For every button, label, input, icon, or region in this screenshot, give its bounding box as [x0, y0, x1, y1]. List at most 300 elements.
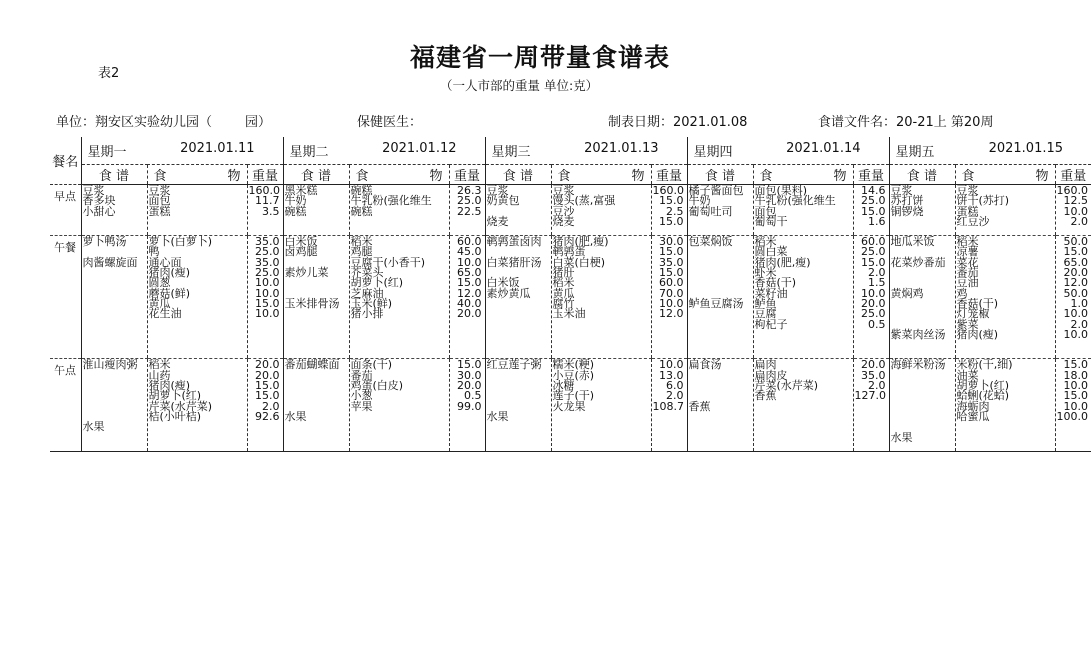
food-item: 花生油: [148, 307, 182, 321]
food-weight: 10.0: [1063, 204, 1089, 218]
food-item: 面包: [754, 204, 777, 218]
dish-name: 包菜焖饭: [688, 235, 733, 249]
meal-name: 午点: [50, 359, 81, 451]
food-weight: 15.0: [659, 194, 684, 208]
dish-cell: [485, 185, 551, 236]
food-weight: 10.0: [861, 286, 886, 300]
dish-name: [285, 278, 348, 288]
food-item: 黄瓜: [148, 296, 171, 310]
food-item: 菜籽油: [754, 286, 788, 300]
menu-file-label: 食谱文件名：20-21上 第20周: [818, 115, 994, 130]
food-item: 凉薯: [956, 245, 979, 259]
food-weight: 2.0: [1070, 214, 1089, 228]
dish-name: 水果: [890, 430, 913, 444]
food-item: 鸡: [956, 286, 968, 300]
food-item: 鲈鱼: [754, 296, 777, 310]
dish-name: 鹌鹑蛋卤肉: [486, 235, 542, 249]
dish-name: [689, 268, 752, 278]
food-weight: 65.0: [1063, 255, 1089, 269]
weight-column-header: [449, 165, 485, 185]
dish-name: [83, 381, 146, 391]
table-number: 表2: [98, 66, 120, 81]
food-column-label-left: 食: [961, 169, 975, 184]
dish-name: 碗糕: [284, 204, 307, 218]
food-cell: [551, 185, 651, 236]
dish-name: 黑米糕: [284, 184, 318, 197]
weight-cell: [449, 359, 485, 451]
food-weight: 10.0: [457, 255, 482, 269]
dish-name: [891, 371, 954, 381]
dish-name: 番茄蝴蝶面: [284, 358, 340, 372]
dish-name: 橘子酱面包: [688, 184, 744, 197]
food-weight: 35.0: [659, 255, 684, 269]
dish-name: [83, 391, 146, 401]
food-weight: 10.0: [255, 276, 280, 290]
food-item: 桔(小叶桔): [148, 409, 202, 423]
dish-column-header: [283, 165, 349, 185]
food-weight: 15.0: [1063, 358, 1089, 372]
food-weight: 10.0: [659, 296, 684, 310]
dish-cell: [687, 359, 753, 451]
food-item: 扁肉: [754, 358, 777, 372]
food-weight: 60.0: [861, 235, 886, 249]
food-item: 香菇(干): [956, 296, 999, 310]
food-item: 海蛎肉: [956, 399, 990, 413]
food-item: 玉米(鲜): [350, 296, 393, 310]
dish-name: 淮山瘦肉粥: [82, 358, 138, 372]
food-weight: 25.0: [861, 307, 886, 321]
food-weight: 25.0: [255, 266, 280, 280]
food-item: 猪肝: [552, 266, 575, 280]
weight-column-label: 重量: [1060, 169, 1087, 184]
food-item: 胡萝卜(红): [148, 389, 202, 403]
food-item: 豆腐: [754, 307, 777, 321]
food-item: 猪肉(瘦): [148, 379, 191, 393]
food-item: 豆浆: [148, 184, 171, 197]
food-weight: 0.5: [868, 317, 886, 331]
food-weight: 25.0: [457, 194, 482, 208]
food-weight: 11.7: [255, 194, 280, 208]
day-date: 2021.01.15: [988, 141, 1064, 156]
day-date: 2021.01.14: [786, 141, 861, 156]
food-item: 蛋糕: [148, 204, 171, 218]
food-weight: 12.0: [1063, 276, 1089, 290]
food-item: 稻米: [956, 235, 979, 249]
food-item: 猪肉(瘦): [956, 327, 999, 341]
food-weight: 10.0: [1063, 379, 1089, 393]
food-item: 灯笼椒: [956, 307, 990, 321]
dish-name: 素炒儿菜: [284, 266, 329, 280]
food-item: 稻米: [552, 276, 575, 290]
food-weight: 3.5: [262, 204, 280, 218]
food-item: 萝卜(白萝卜): [148, 235, 213, 249]
dish-name: [891, 391, 954, 401]
food-item: 馒头(蒸,富强: [552, 194, 616, 208]
food-column-header: [551, 165, 651, 185]
food-item: 稻米: [754, 235, 777, 249]
food-item: 豆油: [956, 276, 979, 290]
dish-name: [285, 371, 348, 381]
dish-name: 牛奶: [688, 194, 711, 208]
dish-name: 水果: [486, 409, 509, 423]
food-cell: [349, 359, 449, 451]
food-item: 豆浆: [956, 184, 979, 197]
food-cell: [147, 236, 247, 359]
dish-name: 烧麦: [486, 214, 509, 228]
food-item: 烧麦: [552, 214, 575, 228]
food-item: 火龙果: [552, 399, 586, 413]
weight-cell: [247, 236, 283, 359]
dish-column-header: [889, 165, 955, 185]
dish-name: 苏打饼: [890, 194, 924, 208]
dish-name: [285, 381, 348, 391]
food-item: 猪肉(瘦): [148, 266, 191, 280]
food-weight: 20.0: [457, 379, 482, 393]
meal-name: 午餐: [50, 236, 81, 359]
food-weight: 15.0: [659, 245, 684, 259]
weight-cell: [651, 236, 687, 359]
dish-column-header: [485, 165, 551, 185]
food-item: 山药: [148, 368, 171, 382]
food-weight: 12.5: [1063, 194, 1089, 208]
page-title: 福建省一周带量食谱表: [409, 43, 670, 72]
food-item: 葡萄干: [754, 214, 788, 228]
food-weight: 15.0: [1063, 245, 1089, 259]
dish-cell: [889, 236, 955, 359]
meal-row: [50, 185, 1091, 236]
food-item: 腐竹: [552, 296, 575, 310]
dish-name: 豆浆: [82, 184, 105, 197]
doctor-label: 保健医生：: [357, 115, 423, 130]
food-item: 白菜(白梗): [552, 255, 606, 269]
dish-cell: [889, 185, 955, 236]
dish-column-label: 食 谱: [98, 169, 130, 184]
meal-row: [50, 359, 1091, 451]
dish-name: 紫菜肉丝汤: [890, 327, 946, 341]
food-item: 碗糕: [350, 204, 373, 218]
food-item: 圆白菜: [754, 245, 788, 259]
dish-name: [487, 391, 550, 401]
dish-name: 海鲜米粉汤: [890, 358, 946, 372]
dish-name: [83, 402, 146, 412]
food-weight: 127.0: [854, 389, 886, 403]
food-cell: [349, 185, 449, 236]
dish-name: [689, 381, 752, 391]
food-weight: 60.0: [659, 276, 684, 290]
menu-table: [50, 137, 1091, 452]
food-item: 鸡蛋(白皮): [350, 379, 404, 393]
dish-name: [891, 402, 954, 412]
food-item: 芥菜头: [350, 266, 384, 280]
food-item: 芹菜(水芹菜): [754, 379, 819, 393]
dish-name: 鲈鱼豆腐汤: [688, 296, 744, 310]
food-item: 莲子(干): [552, 389, 595, 403]
food-weight: 35.0: [255, 235, 280, 249]
day-header: [81, 137, 283, 165]
food-item: 豆沙: [552, 204, 575, 218]
dish-cell: [81, 185, 147, 236]
dish-name: [891, 268, 954, 278]
food-item: 牛乳粉(强化维生: [350, 194, 432, 208]
meal-column-header: 餐名: [50, 137, 81, 185]
dish-name: 小甜心: [82, 204, 116, 218]
food-item: 香菇(干): [754, 276, 797, 290]
dish-name: 香蕉: [688, 399, 711, 413]
food-weight: 25.0: [861, 245, 886, 259]
food-item: 小豆(赤): [552, 368, 595, 382]
weight-column-label: 重量: [251, 169, 278, 184]
dish-name: [891, 309, 954, 319]
food-item: 小葱: [350, 389, 373, 403]
food-weight: 2.0: [262, 399, 280, 413]
dish-name: [891, 381, 954, 391]
food-weight: 25.0: [255, 245, 280, 259]
food-weight: 0.5: [464, 389, 482, 403]
food-weight: 35.0: [255, 255, 280, 269]
food-item: 蛤蜊(花蛤): [956, 389, 1010, 403]
food-item: 稻米: [148, 358, 171, 372]
dish-column-label: 食 谱: [300, 169, 332, 184]
food-item: 面条(干): [350, 358, 393, 372]
dish-name: 萝卜鸭汤: [82, 235, 127, 249]
food-weight: 6.0: [666, 379, 684, 393]
food-weight: 15.0: [255, 389, 280, 403]
food-column-header: [147, 165, 247, 185]
food-item: 糯米(粳): [552, 358, 595, 372]
food-weight: 65.0: [457, 266, 482, 280]
food-column-label-right: 物: [1035, 169, 1049, 184]
dish-name: 白米饭: [284, 235, 318, 249]
food-column-header: [955, 165, 1055, 185]
food-weight: 1.6: [868, 214, 886, 228]
food-weight: 10.0: [1063, 307, 1089, 321]
dish-name: 花菜炒番茄: [890, 255, 946, 269]
day-name: 星期二: [289, 145, 329, 160]
food-weight: 100.0: [1056, 409, 1089, 423]
food-weight: 2.5: [666, 204, 684, 218]
food-weight: 12.0: [457, 286, 482, 300]
food-cell: [147, 359, 247, 451]
food-column-label-left: 食: [557, 169, 571, 184]
day-date: 2021.01.12: [382, 141, 457, 156]
made-date-label: 制表日期：2021.01.08: [608, 115, 748, 130]
day-header: [283, 137, 485, 165]
dish-column-header: [81, 165, 147, 185]
food-cell: [955, 185, 1055, 236]
weight-column-label: 重量: [453, 169, 480, 184]
dish-name: 铜锣烧: [890, 204, 924, 218]
food-column-header: [753, 165, 853, 185]
food-weight: 1.5: [868, 276, 886, 290]
day-name: 星期五: [895, 145, 935, 160]
dish-name: 豆浆: [486, 184, 509, 197]
weight-column-header: [247, 165, 283, 185]
food-weight: 30.0: [659, 235, 684, 249]
food-column-label-left: 食: [759, 169, 773, 184]
food-column-header: [349, 165, 449, 185]
dish-name: 葡萄吐司: [688, 204, 733, 218]
food-weight: 10.0: [1063, 399, 1089, 413]
dish-cell: [889, 359, 955, 451]
day-name: 星期一: [87, 145, 127, 160]
dish-name: 香多块: [82, 194, 116, 208]
dish-name: [83, 371, 146, 381]
dish-column-header: [687, 165, 753, 185]
dish-name: 肉酱螺旋面: [82, 255, 138, 269]
food-weight: 22.5: [457, 204, 482, 218]
food-item: 芝麻油: [350, 286, 384, 300]
food-weight: 10.0: [659, 358, 684, 372]
food-weight: 60.0: [457, 235, 482, 249]
food-weight: 108.7: [652, 399, 684, 413]
dish-cell: [283, 359, 349, 451]
dish-name: 黄焖鸡: [890, 286, 924, 300]
food-column-label-left: 食: [153, 169, 167, 184]
food-weight: 2.0: [666, 389, 684, 403]
dish-cell: [283, 185, 349, 236]
food-cell: [955, 359, 1055, 451]
food-weight: 15.0: [1063, 389, 1089, 403]
food-weight: 15.0: [659, 266, 684, 280]
food-cell: [753, 185, 853, 236]
food-column-label-right: 物: [429, 169, 443, 184]
food-column-label-left: 食: [355, 169, 369, 184]
food-cell: [147, 185, 247, 236]
weight-cell: [247, 359, 283, 451]
dish-name: [891, 299, 954, 309]
food-weight: 92.6: [255, 409, 280, 423]
food-item: 扁肉皮: [754, 368, 788, 382]
food-weight: 12.0: [659, 307, 684, 321]
weight-cell: [853, 185, 889, 236]
dish-name: 玉米排骨汤: [284, 296, 340, 310]
dish-name: 水果: [284, 409, 307, 423]
food-cell: [955, 236, 1055, 359]
food-weight: 15.0: [255, 296, 280, 310]
food-weight: 50.0: [1063, 235, 1089, 249]
food-weight: 2.0: [1070, 317, 1089, 331]
food-weight: 10.0: [255, 286, 280, 300]
food-item: 碗糕: [350, 184, 373, 197]
food-item: 油菜: [956, 368, 979, 382]
dish-name: [689, 247, 752, 257]
food-item: 通心面: [148, 255, 182, 269]
food-weight: 10.0: [255, 307, 280, 321]
food-weight: 2.0: [868, 379, 886, 393]
food-item: 黄瓜: [552, 286, 575, 300]
food-weight: 25.0: [861, 194, 886, 208]
food-item: 蛋糕: [956, 204, 979, 218]
dish-name: [487, 371, 550, 381]
food-weight: 15.0: [861, 255, 886, 269]
food-item: 豆浆: [552, 184, 575, 197]
food-weight: 160.0: [1056, 184, 1089, 197]
dish-name: [689, 278, 752, 288]
food-cell: [551, 359, 651, 451]
food-item: 红豆沙: [956, 214, 990, 228]
food-weight: 45.0: [457, 245, 482, 259]
dish-cell: [687, 236, 753, 359]
day-header: [687, 137, 889, 165]
weight-cell: [1055, 185, 1091, 236]
weight-cell: [853, 236, 889, 359]
food-item: 枸杞子: [754, 317, 788, 331]
dish-cell: [283, 236, 349, 359]
food-item: 鸡腿: [350, 245, 373, 259]
food-weight: 160.0: [652, 184, 684, 197]
weight-cell: [651, 359, 687, 451]
food-weight: 2.0: [868, 266, 886, 280]
food-item: 稻米: [350, 235, 373, 249]
food-weight: 99.0: [457, 399, 482, 413]
dish-cell: [687, 185, 753, 236]
food-weight: 50.0: [1063, 286, 1089, 300]
dish-name: 水果: [82, 420, 105, 434]
food-weight: 14.6: [861, 184, 886, 197]
dish-cell: [81, 359, 147, 451]
food-cell: [753, 359, 853, 451]
food-item: 菜花: [956, 255, 979, 269]
food-weight: 40.0: [457, 296, 482, 310]
dish-name: [689, 371, 752, 381]
day-date: 2021.01.11: [180, 141, 255, 156]
unit-label: 单位：翔安区实验幼儿园（ 园）: [56, 115, 272, 130]
weight-column-header: [1055, 165, 1091, 185]
dish-name: 地瓜米饭: [890, 235, 935, 249]
dish-name: 白米饭: [486, 276, 520, 290]
food-item: 玉米油: [552, 307, 586, 321]
food-cell: [551, 236, 651, 359]
food-weight: 15.0: [861, 204, 886, 218]
dish-cell: [485, 236, 551, 359]
food-weight: 15.0: [457, 358, 482, 372]
food-column-label-right: 物: [227, 169, 241, 184]
food-weight: 30.0: [457, 368, 482, 382]
day-name: 星期四: [693, 145, 733, 160]
day-name: 星期三: [491, 145, 531, 160]
food-cell: [349, 236, 449, 359]
dish-name: [891, 412, 954, 422]
dish-name: 豆浆: [890, 184, 913, 197]
food-weight: 15.0: [457, 276, 482, 290]
weight-cell: [247, 185, 283, 236]
page-subtitle: （一人市部的重量 单位:克）: [440, 78, 599, 93]
food-item: 哈蜜瓜: [956, 409, 990, 423]
dish-column-label: 食 谱: [502, 169, 534, 184]
dish-name: 牛奶: [284, 194, 307, 208]
food-item: 番茄: [956, 266, 979, 280]
food-item: 圆葱: [148, 276, 171, 290]
food-weight: 20.0: [255, 368, 280, 382]
food-weight: 20.0: [861, 296, 886, 310]
dish-cell: [81, 236, 147, 359]
meal-name: 早点: [50, 185, 81, 236]
food-item: 猪肉(肥,瘦): [754, 255, 811, 269]
food-cell: [753, 236, 853, 359]
food-weight: 26.3: [457, 184, 482, 197]
day-date: 2021.01.13: [584, 141, 659, 156]
food-item: 牛乳粉(强化维生: [754, 194, 836, 208]
food-item: 面包: [148, 194, 171, 208]
food-weight: 20.0: [861, 358, 886, 372]
food-weight: 20.0: [255, 358, 280, 372]
dish-column-label: 食 谱: [704, 169, 736, 184]
food-item: 鸭: [148, 245, 160, 259]
food-weight: 70.0: [659, 286, 684, 300]
weight-column-header: [651, 165, 687, 185]
dish-name: 奶黄包: [486, 194, 520, 208]
food-item: 番茄: [350, 368, 373, 382]
